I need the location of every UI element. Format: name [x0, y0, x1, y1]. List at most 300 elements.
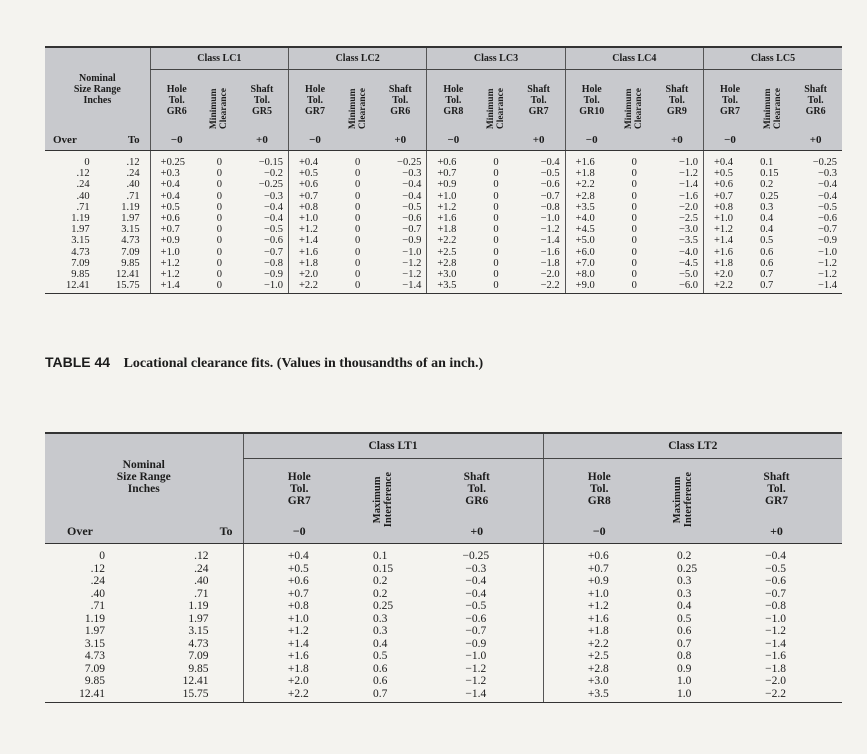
- table-cell: −1.4: [374, 280, 427, 294]
- table-cell: +0.6: [543, 544, 655, 563]
- table-cell: +2.0: [289, 269, 342, 280]
- table-cell: +0.25: [150, 151, 203, 169]
- nominal-label-line3: Inches: [83, 94, 112, 106]
- hole-tol-header: [427, 70, 480, 131]
- clearance-fits-table: [45, 46, 842, 294]
- table-cell: .71: [90, 600, 105, 612]
- table-cell: 0: [479, 280, 512, 294]
- table-cell: +0.5: [243, 563, 355, 576]
- table-cell: −0.7: [540, 190, 560, 202]
- header-line: Hole: [443, 83, 464, 95]
- table-cell: 0.8: [677, 650, 692, 662]
- table-cell: 3.15: [71, 235, 90, 247]
- table-cell: 15.75: [98, 280, 151, 294]
- table-cell: −0.3: [402, 168, 422, 180]
- table-cell: −1.2: [465, 675, 487, 687]
- table-cell: 0: [216, 213, 222, 225]
- table-cell: −0.4: [263, 213, 283, 225]
- table-cell: +1.6: [543, 613, 655, 626]
- table-cell: 0: [493, 190, 499, 202]
- table-cell: +0.6: [289, 179, 342, 190]
- table-cell: +1.8: [289, 258, 342, 269]
- shaft-tol-header: [789, 70, 842, 131]
- table-cell: −1.2: [817, 257, 837, 269]
- table-row: [45, 235, 842, 246]
- table-cell: +2.8: [543, 663, 655, 676]
- table-cell: 0: [355, 269, 361, 281]
- table-cell: −0.6: [263, 235, 283, 247]
- table-cell: +1.6: [243, 650, 355, 663]
- table-cell: 0: [493, 179, 499, 191]
- header-line: Hole: [587, 471, 611, 483]
- table-cell: .40: [76, 190, 90, 202]
- table-cell: −0.3: [263, 190, 283, 202]
- table-cell: 0.5: [373, 650, 388, 662]
- table-row: [45, 544, 842, 563]
- table-cell: −1.2: [678, 168, 698, 180]
- table-cell: +2.2: [565, 179, 618, 190]
- table-cell: 0: [631, 246, 637, 258]
- table-cell: −1.4: [678, 179, 698, 191]
- table-cell: −2.5: [678, 213, 698, 225]
- shaft-tol-header: [513, 70, 566, 131]
- table-cell: 3.15: [188, 625, 209, 637]
- header-line: Tol.: [767, 483, 786, 495]
- table-cell: −0.6: [402, 213, 422, 225]
- minimum-clearance-label: [348, 88, 368, 129]
- table-cell: −0.8: [540, 201, 560, 213]
- nominal-size-header-2: [45, 433, 243, 519]
- table-cell: −4.5: [678, 257, 698, 269]
- table-row: [45, 575, 842, 588]
- table-cell: 0.15: [373, 562, 394, 575]
- table-cell: .12: [76, 168, 90, 180]
- table-cell: 0: [631, 213, 637, 225]
- table-cell: −0.3: [817, 168, 837, 180]
- table-cell: +1.0: [150, 247, 203, 258]
- shaft-tol-value: +0: [374, 130, 427, 151]
- table-cell: 12.41: [182, 675, 209, 687]
- header-line: Tol.: [168, 94, 185, 106]
- hole-tol-value: −0: [427, 130, 480, 151]
- table-cell: −0.3: [465, 562, 487, 575]
- table-cell: −1.2: [540, 224, 560, 236]
- table-row: [45, 600, 842, 613]
- nominal-label-line1: Nominal: [79, 72, 116, 84]
- table-row: [45, 650, 842, 663]
- header-line: Tol.: [392, 94, 409, 106]
- table-cell: 0: [216, 190, 222, 202]
- table-cell: +4.5: [565, 224, 618, 235]
- header-line: Shaft: [463, 471, 490, 483]
- table-cell: −1.0: [465, 650, 487, 662]
- table-cell: 0: [216, 257, 222, 269]
- table-cell: +1.6: [565, 151, 618, 169]
- table-cell: −0.6: [465, 612, 487, 625]
- table-cell: .71: [194, 587, 209, 600]
- table-cell: −0.4: [263, 201, 283, 213]
- table-cell: +2.0: [243, 675, 355, 688]
- table-row: [45, 675, 842, 688]
- table-cell: −6.0: [651, 280, 704, 294]
- table-cell: 0: [341, 280, 374, 294]
- table-cell: 12.41: [45, 280, 98, 294]
- minimum-clearance-header: [341, 70, 374, 151]
- table-cell: 0.6: [760, 246, 774, 258]
- table-cell: −0.7: [263, 246, 283, 258]
- table-cell: 0: [216, 246, 222, 258]
- header-line: Hole: [581, 83, 602, 95]
- shaft-tol-value: +0: [236, 130, 289, 151]
- table-cell: −1.2: [402, 257, 422, 269]
- table-cell: .24: [126, 168, 140, 180]
- header-line: GR7: [720, 105, 741, 117]
- header-line: Minimum: [209, 88, 220, 129]
- table-cell: −0.25: [258, 179, 283, 191]
- table-cell: 0: [631, 201, 637, 213]
- table-cell: −5.0: [678, 269, 698, 281]
- table-cell: .24: [76, 179, 90, 191]
- table-cell: 0: [355, 168, 361, 180]
- table-cell: .71: [126, 190, 140, 202]
- over-column-header: Over: [45, 130, 98, 151]
- table-cell: −0.25: [397, 157, 422, 168]
- table-cell: .12: [194, 550, 209, 562]
- table-cell: +2.8: [427, 258, 480, 269]
- table-cell: +1.0: [543, 588, 655, 601]
- table-cell: −1.8: [765, 662, 786, 675]
- table-cell: −0.4: [540, 157, 560, 168]
- table-cell: +5.0: [565, 235, 618, 246]
- table-caption-text: Locational clearance fits. (Values in thousandths of an inch.): [123, 356, 484, 371]
- table-cell: −0.4: [817, 190, 837, 202]
- header-line: Tol.: [530, 94, 547, 106]
- table-cell: −0.7: [765, 587, 786, 600]
- table-cell: +3.5: [543, 688, 655, 703]
- table-cell: +7.0: [565, 258, 618, 269]
- table-cell: +9.0: [565, 280, 618, 294]
- table-cell: 1.0: [677, 675, 692, 687]
- class-lc2-header: Class LC2: [289, 47, 427, 70]
- table-cell: 0: [355, 157, 361, 168]
- table-cell: 1.97: [188, 612, 209, 625]
- table-cell: +1.0: [703, 213, 756, 224]
- table-row: [45, 168, 842, 179]
- table-cell: 0: [99, 550, 105, 562]
- hole-tol-value: −0: [150, 130, 203, 151]
- table-cell: −0.5: [465, 600, 487, 612]
- table-cell: 0.1: [760, 157, 774, 168]
- table-cell: 0.6: [677, 625, 692, 637]
- table-cell: −0.7: [465, 625, 487, 637]
- header-line: GR6: [166, 105, 187, 117]
- table-cell: 0: [355, 213, 361, 225]
- maximum-interference-label: [372, 472, 394, 527]
- table-cell: −1.0: [402, 246, 422, 258]
- header-line: Minimum: [347, 88, 358, 129]
- hole-tol-value: −0: [289, 130, 342, 151]
- table-cell: −0.8: [263, 257, 283, 269]
- table-cell: 1.19: [121, 201, 140, 213]
- table-cell: −4.0: [678, 246, 698, 258]
- table-cell: +0.7: [289, 191, 342, 202]
- table-cell: +1.8: [427, 224, 480, 235]
- table-cell: +8.0: [565, 269, 618, 280]
- transition-fits-table-container: [45, 432, 842, 703]
- table-cell: 0: [618, 280, 651, 294]
- minimum-clearance-header: [203, 70, 236, 151]
- table-cell: +0.4: [703, 151, 756, 169]
- header-line: Tol.: [253, 94, 270, 106]
- table-cell: 0: [216, 157, 222, 168]
- header-line: GR10: [579, 105, 605, 117]
- header-line: Shaft: [388, 83, 412, 95]
- table-cell: −0.6: [817, 213, 837, 225]
- table-cell: 0: [493, 269, 499, 281]
- table-cell: 0.6: [373, 662, 388, 675]
- table-cell: −1.0: [540, 213, 560, 225]
- table-cell: +2.2: [289, 280, 342, 294]
- table-cell: −0.5: [540, 168, 560, 180]
- table-cell: 0.7: [677, 637, 692, 650]
- table-cell: 0: [355, 246, 361, 258]
- table-cell: .40: [90, 587, 105, 600]
- header-line: GR8: [587, 495, 611, 507]
- table-cell: 0: [493, 224, 499, 236]
- table-cell: +2.5: [543, 650, 655, 663]
- table-cell: 15.75: [155, 688, 243, 703]
- table-row: [45, 269, 842, 280]
- table-cell: +0.8: [289, 202, 342, 213]
- table-cell: +2.2: [243, 688, 355, 703]
- minimum-clearance-label: [624, 88, 644, 129]
- table-cell: 0: [493, 235, 499, 247]
- header-line: Tol.: [290, 483, 309, 495]
- table-cell: .24: [194, 562, 209, 575]
- table-cell: 0: [493, 246, 499, 258]
- table-cell: 1.0: [655, 688, 711, 703]
- table-cell: 0.4: [760, 224, 774, 236]
- table-cell: 3.15: [121, 224, 140, 236]
- table-cell: 0: [631, 269, 637, 281]
- shaft-tol-value: +0: [651, 130, 704, 151]
- shaft-tol-header: [711, 459, 842, 520]
- table-cell: 12.41: [116, 269, 140, 281]
- table-cell: 1.97: [71, 224, 90, 236]
- table-cell: 0: [493, 201, 499, 213]
- table-cell: −1.2: [402, 269, 422, 281]
- table-cell: 0.4: [677, 600, 692, 612]
- table-cell: 0.2: [760, 179, 774, 191]
- table-cell: 0.2: [373, 587, 388, 600]
- table-cell: +1.4: [703, 235, 756, 246]
- table-cell: 0.1: [373, 550, 388, 562]
- table-cell: +3.5: [565, 202, 618, 213]
- maximum-interference-header: [355, 459, 411, 544]
- table-row: [45, 151, 842, 169]
- table-cell: 0: [493, 257, 499, 269]
- table-cell: 0: [355, 201, 361, 213]
- table-row: [45, 191, 842, 202]
- over-column-header-2: Over: [45, 519, 155, 544]
- table-cell: .40: [194, 575, 209, 587]
- table-cell: 0: [631, 168, 637, 180]
- table-cell: 0: [631, 257, 637, 269]
- table-cell: 0: [493, 213, 499, 225]
- table-cell: +1.6: [703, 247, 756, 258]
- table-cell: 1.19: [84, 612, 105, 625]
- table-cell: +1.4: [150, 280, 203, 294]
- table-row: [45, 663, 842, 676]
- header-line: GR6: [465, 495, 489, 507]
- minimum-clearance-label: [209, 88, 229, 129]
- table-cell: 9.85: [84, 675, 105, 687]
- table-cell: .12: [90, 562, 105, 575]
- header-line: GR7: [305, 105, 326, 117]
- header-line: Maximum: [372, 476, 384, 523]
- table-cell: +0.7: [427, 168, 480, 179]
- table-cell: 0.2: [373, 575, 388, 587]
- table-cell: 0.6: [373, 675, 388, 687]
- table-cell: 0: [631, 179, 637, 191]
- table-cell: +0.9: [427, 179, 480, 190]
- table-cell: +1.8: [243, 663, 355, 676]
- header-line: GR6: [390, 105, 411, 117]
- nominal-label-line3: Inches: [127, 482, 160, 495]
- minimum-clearance-header: [756, 70, 789, 151]
- table-cell: +1.4: [289, 235, 342, 246]
- table-cell: −0.4: [402, 179, 422, 191]
- table-cell: 0: [355, 179, 361, 191]
- header-line: Interference: [683, 471, 695, 528]
- table-cell: −0.4: [465, 575, 487, 587]
- table-cell: 0.4: [373, 637, 388, 650]
- table-cell: −2.0: [540, 269, 560, 281]
- header-line: GR8: [443, 105, 464, 117]
- header-line: Maximum: [672, 476, 684, 523]
- table-cell: 0.9: [677, 662, 692, 675]
- table-cell: +1.4: [243, 638, 355, 651]
- table-cell: 0.6: [760, 257, 774, 269]
- minimum-clearance-label: [763, 88, 783, 129]
- table-cell: +0.5: [150, 202, 203, 213]
- table-row: [45, 588, 842, 601]
- table-cell: −0.15: [258, 157, 283, 168]
- table-cell: +1.2: [243, 625, 355, 638]
- nominal-label-line2: Size Range: [116, 470, 171, 483]
- table-cell: 0: [355, 235, 361, 247]
- header-line: Clearance: [772, 87, 783, 130]
- shaft-tol-value: +0: [789, 130, 842, 151]
- table-cell: +4.0: [565, 213, 618, 224]
- table-cell: +1.8: [565, 168, 618, 179]
- table-cell: −2.2: [711, 688, 842, 703]
- table-cell: 1.19: [188, 600, 209, 612]
- table-cell: 1.97: [84, 625, 105, 637]
- table-cell: −1.0: [236, 280, 289, 294]
- table-cell: −0.4: [402, 190, 422, 202]
- table-cell: 12.41: [45, 688, 155, 703]
- table-cell: −0.8: [765, 600, 786, 612]
- class-lc4-header: Class LC4: [565, 47, 703, 70]
- table-cell: −0.5: [263, 224, 283, 236]
- table-cell: +1.2: [150, 269, 203, 280]
- table-cell: 0: [216, 201, 222, 213]
- table-cell: −0.9: [817, 235, 837, 247]
- minimum-clearance-label: [486, 88, 506, 129]
- table-cell: +0.4: [150, 191, 203, 202]
- header-line: GR5: [251, 105, 272, 117]
- table-cell: 0.2: [677, 550, 692, 562]
- shaft-tol-header: [374, 70, 427, 131]
- table-cell: 0: [216, 179, 222, 191]
- table-cell: +0.6: [243, 575, 355, 588]
- header-line: Tol.: [307, 94, 324, 106]
- table-cell: +2.2: [427, 235, 480, 246]
- table-cell: −1.4: [765, 637, 786, 650]
- table-cell: 0.25: [373, 600, 394, 612]
- shaft-tol-value: +0: [711, 519, 842, 544]
- nominal-label-line1: Nominal: [122, 458, 165, 471]
- table-cell: 9.85: [121, 257, 140, 269]
- table-row: [45, 613, 842, 626]
- table-cell: −0.4: [765, 550, 786, 562]
- header-line: Tol.: [445, 94, 462, 106]
- class-lt1-header: Class LT1: [243, 433, 543, 459]
- header-line: Shaft: [665, 83, 689, 95]
- header-line: Hole: [305, 83, 326, 95]
- header-line: GR7: [765, 495, 789, 507]
- header-line: GR9: [666, 105, 687, 117]
- table-cell: −2.0: [765, 675, 786, 687]
- table-cell: +2.2: [703, 280, 756, 294]
- table-cell: 0.5: [677, 612, 692, 625]
- table-cell: −1.6: [765, 650, 786, 662]
- table-cell: 4.73: [121, 235, 140, 247]
- header-line: Hole: [720, 83, 741, 95]
- hole-tol-value: −0: [703, 130, 756, 151]
- table-cell: 0: [631, 190, 637, 202]
- table-cell: +1.2: [150, 258, 203, 269]
- table-cell: 0: [84, 157, 90, 168]
- table-cell: −0.25: [462, 550, 490, 562]
- table-cell: −1.0: [765, 612, 786, 625]
- table-row: [45, 179, 842, 190]
- table-cell: +3.5: [427, 280, 480, 294]
- header-line: Minimum: [485, 88, 496, 129]
- header-line: Tol.: [807, 94, 824, 106]
- hole-tol-value: −0: [565, 130, 618, 151]
- table-cell: 0.25: [677, 562, 698, 575]
- table-cell: .12: [126, 157, 140, 168]
- table-cell: 0.3: [373, 612, 388, 625]
- header-line: Tol.: [668, 94, 685, 106]
- clearance-fits-table-container: [45, 46, 842, 294]
- table-cell: .40: [126, 179, 140, 191]
- table-cell: +3.0: [543, 675, 655, 688]
- table-cell: +0.7: [150, 224, 203, 235]
- table-cell: 0: [216, 235, 222, 247]
- table-row: [45, 258, 842, 269]
- table-cell: 0.15: [760, 168, 779, 180]
- hole-tol-header: [565, 70, 618, 131]
- header-line: GR7: [528, 105, 549, 117]
- header-line: Minimum: [762, 88, 773, 129]
- header-line: Shaft: [763, 471, 790, 483]
- table-cell: +3.0: [427, 269, 480, 280]
- hole-tol-value: −0: [543, 519, 655, 544]
- shaft-tol-header: [651, 70, 704, 131]
